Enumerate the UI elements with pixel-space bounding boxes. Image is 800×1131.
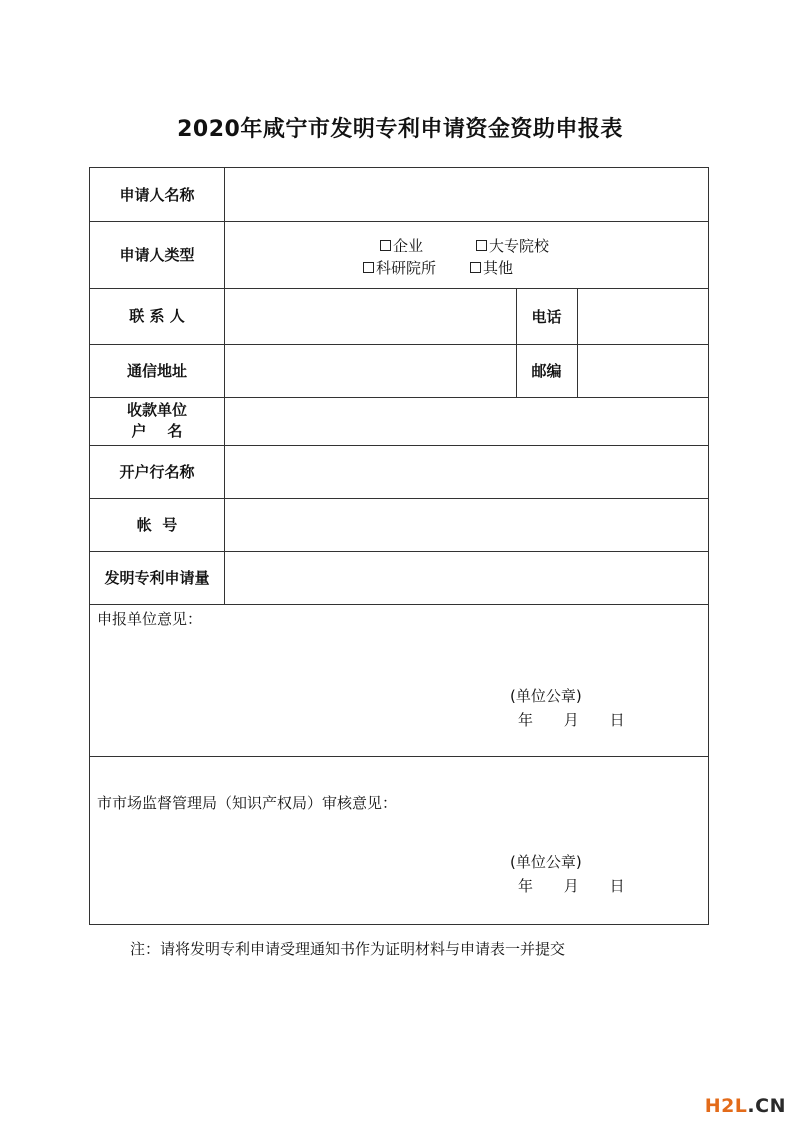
unit-date (518, 709, 641, 730)
applicant-name-label: 申请人名称 (119, 185, 195, 204)
phone-label: 电话 (531, 307, 562, 326)
day-label: 日 (609, 711, 625, 729)
month-label: 月 (563, 711, 579, 729)
account-label: 帐 号 (136, 515, 178, 534)
address-field[interactable] (224, 344, 516, 397)
phone-field[interactable] (578, 288, 708, 344)
contact-label: 联 系 人 (129, 307, 185, 325)
payee-label-line1: 收款单位 (126, 401, 187, 419)
row-divider (90, 756, 708, 757)
application-form (89, 167, 709, 925)
postcode-field[interactable] (578, 344, 708, 397)
contact-field[interactable] (224, 288, 516, 344)
bank-label: 开户行名称 (119, 462, 195, 481)
address-label: 通信地址 (126, 361, 187, 380)
payee-field[interactable] (224, 397, 708, 445)
payee-label-line2: 户 名 (131, 422, 183, 440)
unit-seal-text: (单位公章) (510, 687, 582, 705)
bureau-date (518, 875, 641, 896)
type-option-research-institute[interactable]: 科研院所 (363, 257, 436, 278)
footnote: 注：请将发明专利申请受理通知书作为证明材料与申请表一并提交 (130, 940, 566, 958)
patent-count-label: 发明专利申请量 (104, 568, 210, 587)
bureau-seal-text: (单位公章) (510, 853, 582, 871)
checkbox[interactable] (380, 240, 391, 251)
year-label: 年 (518, 877, 534, 895)
checkbox[interactable] (363, 262, 374, 273)
page-title: 2020年咸宁市发明专利申请资金资助申报表 (177, 117, 623, 142)
applicant-type-options (224, 221, 710, 288)
day-label: 日 (609, 877, 625, 895)
account-field[interactable] (224, 498, 708, 551)
type-option-enterprise[interactable]: 企业 (380, 235, 423, 256)
patent-count-field[interactable] (224, 551, 708, 604)
watermark-logo: H2L.CN (704, 1095, 786, 1117)
checkbox[interactable] (470, 262, 481, 273)
unit-opinion-label: 申报单位意见： (97, 610, 203, 628)
checkbox[interactable] (476, 240, 487, 251)
payee-label (90, 397, 224, 445)
month-label: 月 (563, 877, 579, 895)
applicant-type-label: 申请人类型 (119, 245, 195, 264)
type-option-other[interactable]: 其他 (470, 257, 513, 278)
type-option-college[interactable]: 大专院校 (476, 235, 549, 256)
bureau-opinion-label: 市市场监督管理局（知识产权局）审核意见： (97, 794, 398, 812)
postcode-label: 邮编 (531, 362, 562, 380)
year-label: 年 (518, 711, 534, 729)
row-divider (90, 604, 708, 605)
bank-field[interactable] (224, 445, 708, 498)
applicant-name-field[interactable] (224, 168, 708, 221)
